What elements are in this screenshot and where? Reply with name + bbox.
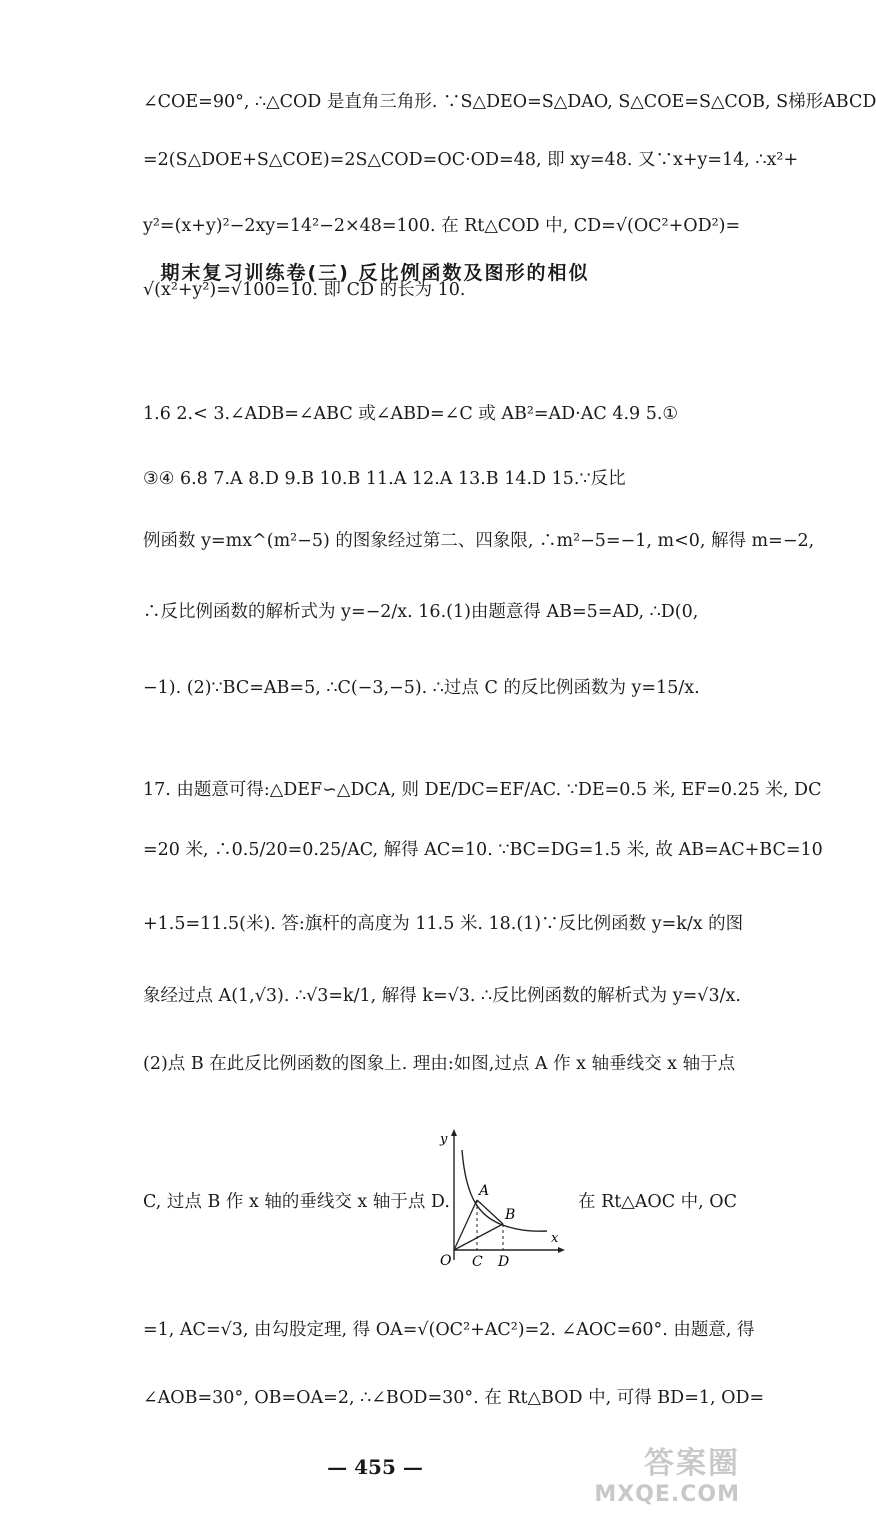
text-line-17: =1, AC=√3, 由勾股定理, 得 OA=√(OC²+AC²)=2. ∠AOC=60°. 由题意, 得 — [143, 1320, 755, 1340]
text-line-5: 1.6 2.< 3.∠ADB=∠ABC 或∠ABD=∠C 或 AB²=AD·AC 4.9 5.① — [143, 404, 679, 424]
text-line-6: ③④ 6.8 7.A 8.D 9.B 10.B 11.A 12.A 13.B 14.D 15.∵反比 — [143, 469, 626, 489]
text-line-7: 例函数 y=mx^(m²−5) 的图象经过第二、四象限, ∴m²−5=−1, m<0, 解得 m=−2, — [143, 531, 815, 551]
segment-OB — [454, 1224, 503, 1250]
text-line-12: +1.5=11.5(米). 答:旗杆的高度为 11.5 米. 18.(1)∵反比例函数 y=k/x 的图 — [143, 914, 744, 934]
text-line-8: ∴反比例函数的解析式为 y=−2/x. 16.(1)由题意得 AB=5=AD, ∴D(0, — [143, 602, 699, 622]
text-line-10: 17. 由题意可得:△DEF∽△DCA, 则 DE/DC=EF/AC. ∵DE=0.5 米, EF=0.25 米, DC — [143, 780, 822, 800]
segment-OA — [454, 1200, 477, 1250]
text-line-2: =2(S△DOE+S△COE)=2S△COD=OC·OD=48, 即 xy=48. 又∵x+y=14, ∴x²+ — [143, 150, 799, 170]
text-line-15: C, 过点 B 作 x 轴的垂线交 x 轴于点 D. — [143, 1192, 450, 1212]
text-line-9: −1). (2)∵BC=AB=5, ∴C(−3,−5). ∴过点 C 的反比例函数为 y=15/x. — [143, 678, 700, 698]
segment-AB — [477, 1200, 503, 1224]
label-C: C — [472, 1254, 483, 1270]
text-line-13: 象经过点 A(1,√3). ∴√3=k/1, 解得 k=√3. ∴反比例函数的解析式为 y=√3/x. — [143, 986, 741, 1006]
label-y: y — [440, 1132, 448, 1147]
label-B: B — [505, 1207, 516, 1223]
label-x: x — [551, 1231, 559, 1246]
page-number: — 455 — — [327, 1455, 423, 1479]
watermark — [594, 1438, 740, 1507]
watermark-url: MXQE.COM — [594, 1482, 740, 1507]
y-axis-arrow-icon — [451, 1129, 457, 1136]
text-line-18: ∠AOB=30°, OB=OA=2, ∴∠BOD=30°. 在 Rt△BOD 中, 可得 BD=1, OD= — [143, 1388, 765, 1408]
label-O: O — [440, 1253, 452, 1269]
text-line-11: =20 米, ∴0.5/20=0.25/AC, 解得 AC=10. ∵BC=DG=1.5 米, 故 AB=AC+BC=10 — [143, 840, 823, 860]
text-line-16: 在 Rt△AOC 中, OC — [578, 1192, 738, 1212]
text-line-4: √(x²+y²)=√100=10. 即 CD 的长为 10. — [143, 280, 466, 300]
text-line-1: ∠COE=90°, ∴△COD 是直角三角形. ∵S△DEO=S△DAO, S△COE=S△COB, S梯形ABCD — [143, 92, 876, 112]
text-line-14: (2)点 B 在此反比例函数的图象上. 理由:如图,过点 A 作 x 轴垂线交 x 轴于点 — [143, 1054, 736, 1074]
watermark-logo-text: 答案圈 — [644, 1446, 740, 1481]
label-A: A — [479, 1183, 490, 1199]
section-title: 期末复习训练卷(三) 反比例函数及图形的相似 — [160, 262, 590, 284]
text-line-3: y²=(x+y)²−2xy=14²−2×48=100. 在 Rt△COD 中, CD=√(OC²+OD²)= — [143, 216, 741, 236]
function-graph-figure — [420, 1120, 570, 1270]
label-D: D — [498, 1254, 510, 1270]
x-axis-arrow-icon — [558, 1247, 565, 1253]
